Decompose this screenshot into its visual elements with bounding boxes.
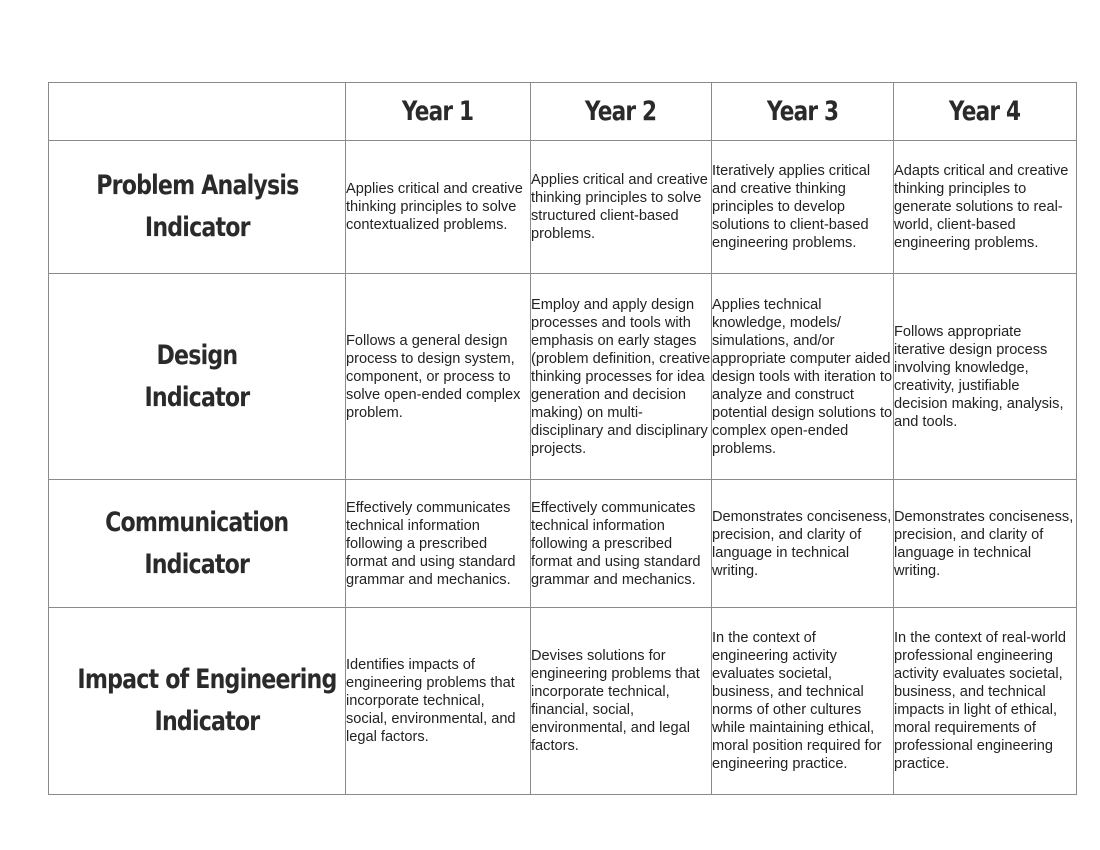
table-cell: In the context of real-world professional engineering activity evaluates societal, business, and technical impacts in light of ethical, moral requirements of professional engineering practice. [894,608,1077,795]
table-cell: Applies technical knowledge, models/ simulations, and/or appropriate computer aided design tools with iteration to analyze and construct potential design solutions to complex open-ended problems. [712,274,894,480]
table-cell: Applies critical and creative thinking principles to solve contextualized problems. [346,141,531,274]
year-header [894,83,1077,141]
table-row [49,141,1077,274]
table-cell: Follows a general design process to design system, component, or process to solve open-ended complex problem. [346,274,531,480]
indicator-name: Design [156,339,238,371]
indicator-suffix: Indicator [154,706,260,737]
year-4-label: Year 4 [949,96,1021,127]
table-cell: Demonstrates conciseness, precision, and clarity of language in technical writing. [894,480,1077,608]
table-cell: Follows appropriate iterative design process involving knowledge, creativity, justifiable decision making, analysis, and tools. [894,274,1077,480]
indicator-suffix: Indicator [144,381,250,413]
indicator-name: Communication [105,506,289,538]
table-cell: Identifies impacts of engineering problems that incorporate technical, social, environmental, and legal factors. [346,608,531,795]
row-header [49,608,346,795]
year-3-label: Year 3 [766,96,839,127]
table-row [49,480,1077,608]
table-cell: Devises solutions for engineering problems that incorporate technical, financial, social, environmental, and legal factors. [531,608,712,795]
year-header [712,83,894,141]
year-1-label: Year 1 [402,96,474,127]
year-header [346,83,531,141]
indicator-name: Impact of Engineering [77,664,337,695]
row-header [49,480,346,608]
year-2-label: Year 2 [585,96,657,127]
row-header [49,274,346,480]
table-row [49,608,1077,795]
table-cell: Applies critical and creative thinking principles to solve structured client-based problems. [531,141,712,274]
table-cell: Effectively communicates technical information following a prescribed format and using standard grammar and mechanics. [531,480,712,608]
table-cell: Iteratively applies critical and creative thinking principles to develop solutions to client-based engineering problems. [712,141,894,274]
table-cell: Adapts critical and creative thinking principles to generate solutions to real-world, client-based engineering problems. [894,141,1077,274]
table-cell: Effectively communicates technical information following a prescribed format and using standard grammar and mechanics. [346,480,531,608]
table-row [49,274,1077,480]
indicator-name: Problem Analysis [95,170,299,201]
table-cell: Demonstrates conciseness, precision, and clarity of language in technical writing. [712,480,894,608]
corner-cell [49,83,346,141]
rubric-table [48,82,1077,795]
header-row [49,83,1077,141]
row-header [49,141,346,274]
indicator-suffix: Indicator [144,212,250,243]
year-header [531,83,712,141]
table-cell: In the context of engineering activity evaluates societal, business, and technical norms of other cultures while maintaining ethical, moral position required for engineering practice. [712,608,894,795]
table-cell: Employ and apply design processes and tools with emphasis on early stages (problem definition, creative thinking processes for idea generation and decision making) on multi-disciplinary and disciplinary projects. [531,274,712,480]
indicator-suffix: Indicator [144,548,250,580]
